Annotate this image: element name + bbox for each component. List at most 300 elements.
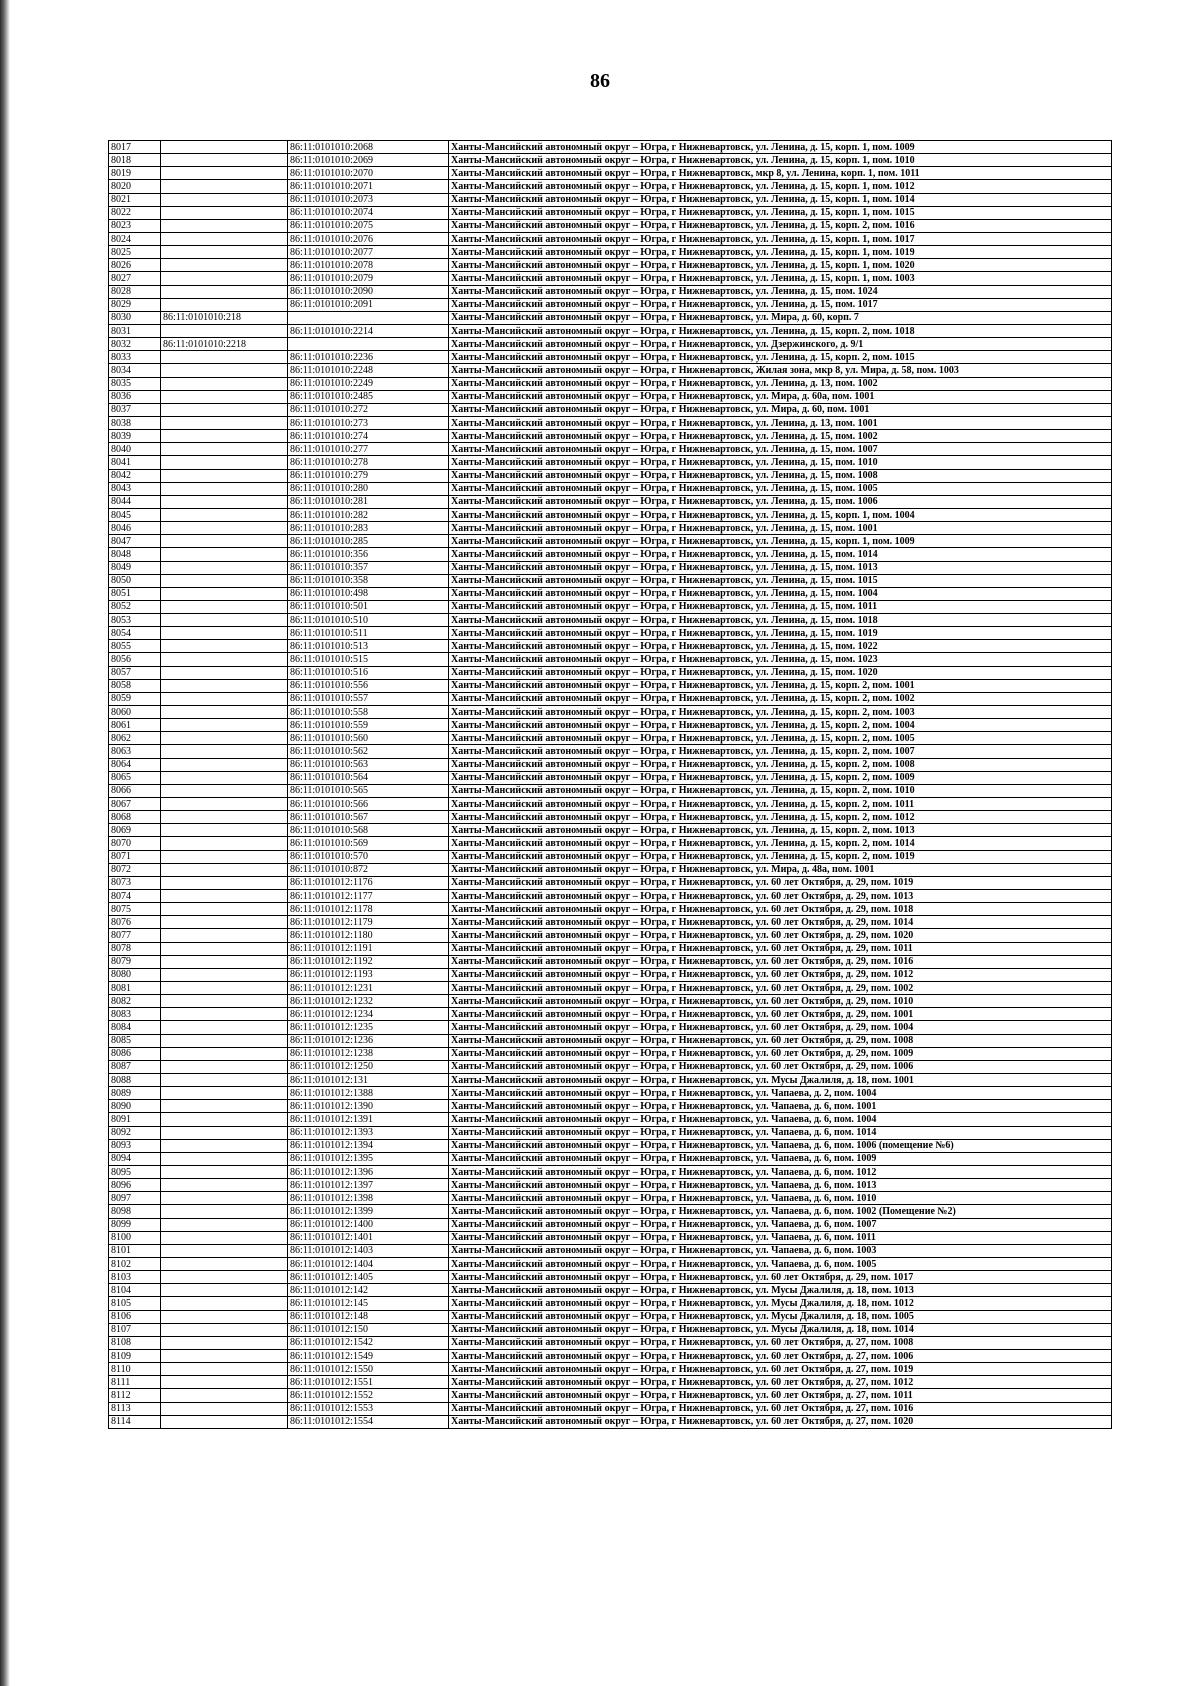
address-cell: Ханты-Мансийский автономный округ – Югра, г Нижневартовск, ул. Чапаева, д. 6, пом. 1011 — [449, 1231, 1112, 1244]
row-number-cell: 8047 — [109, 535, 161, 548]
row-number-cell: 8058 — [109, 679, 161, 692]
row-number-cell: 8053 — [109, 614, 161, 627]
table-row — [109, 732, 1112, 745]
table-row — [109, 982, 1112, 995]
cadastral-number-cell: 86:11:0101012:1542 — [288, 1336, 449, 1349]
table-row — [109, 285, 1112, 298]
address-cell: Ханты-Мансийский автономный округ – Югра, г Нижневартовск, ул. 60 лет Октября, д. 29, пом. 1002 — [449, 982, 1112, 995]
previous-cadastral-number-cell — [161, 1297, 288, 1310]
address-cell: Ханты-Мансийский автономный округ – Югра, г Нижневартовск, ул. Чапаева, д. 6, пом. 1010 — [449, 1192, 1112, 1205]
previous-cadastral-number-cell — [161, 535, 288, 548]
previous-cadastral-number-cell — [161, 377, 288, 390]
row-number-cell: 8066 — [109, 784, 161, 797]
table-row — [109, 548, 1112, 561]
previous-cadastral-number-cell — [161, 430, 288, 443]
previous-cadastral-number-cell — [161, 771, 288, 784]
row-number-cell: 8114 — [109, 1415, 161, 1428]
previous-cadastral-number-cell — [161, 351, 288, 364]
table-row — [109, 1310, 1112, 1323]
cadastral-number-cell: 86:11:0101010:357 — [288, 561, 449, 574]
table-row — [109, 232, 1112, 245]
row-number-cell: 8033 — [109, 351, 161, 364]
previous-cadastral-number-cell — [161, 824, 288, 837]
row-number-cell: 8097 — [109, 1192, 161, 1205]
previous-cadastral-number-cell — [161, 1271, 288, 1284]
table-row — [109, 351, 1112, 364]
cadastral-number-cell: 86:11:0101010:511 — [288, 627, 449, 640]
cadastral-number-cell: 86:11:0101012:1176 — [288, 876, 449, 889]
row-number-cell: 8078 — [109, 942, 161, 955]
previous-cadastral-number-cell — [161, 1284, 288, 1297]
table-row — [109, 837, 1112, 850]
cadastral-number-cell: 86:11:0101010:356 — [288, 548, 449, 561]
table-row — [109, 1349, 1112, 1362]
row-number-cell: 8106 — [109, 1310, 161, 1323]
row-number-cell: 8091 — [109, 1113, 161, 1126]
address-cell: Ханты-Мансийский автономный округ – Югра, г Нижневартовск, ул. Ленина, д. 15, корп. 1, пом. 1003 — [449, 272, 1112, 285]
table-row — [109, 259, 1112, 272]
cadastral-number-cell: 86:11:0101012:1399 — [288, 1205, 449, 1218]
table-row — [109, 1284, 1112, 1297]
row-number-cell: 8067 — [109, 798, 161, 811]
table-row — [109, 482, 1112, 495]
address-cell: Ханты-Мансийский автономный округ – Югра, г Нижневартовск, ул. Ленина, д. 15, корп. 2, пом. 1014 — [449, 837, 1112, 850]
row-number-cell: 8081 — [109, 982, 161, 995]
previous-cadastral-number-cell — [161, 916, 288, 929]
previous-cadastral-number-cell — [161, 929, 288, 942]
row-number-cell: 8099 — [109, 1218, 161, 1231]
row-number-cell: 8040 — [109, 443, 161, 456]
cadastral-number-cell: 86:11:0101010:2074 — [288, 206, 449, 219]
cadastral-number-cell: 86:11:0101010:272 — [288, 403, 449, 416]
address-cell: Ханты-Мансийский автономный округ – Югра, г Нижневартовск, ул. Ленина, д. 15, корп. 2, пом. 1002 — [449, 692, 1112, 705]
table-row — [109, 1336, 1112, 1349]
row-number-cell: 8037 — [109, 403, 161, 416]
table-row — [109, 141, 1112, 154]
row-number-cell: 8061 — [109, 719, 161, 732]
table-row — [109, 1087, 1112, 1100]
cadastral-number-cell: 86:11:0101012:1388 — [288, 1087, 449, 1100]
previous-cadastral-number-cell — [161, 482, 288, 495]
table-row — [109, 614, 1112, 627]
cadastral-number-cell: 86:11:0101012:1401 — [288, 1231, 449, 1244]
address-cell: Ханты-Мансийский автономный округ – Югра, г Нижневартовск, ул. Ленина, д. 15, пом. 1014 — [449, 548, 1112, 561]
address-cell: Ханты-Мансийский автономный округ – Югра, г Нижневартовск, ул. Ленина, д. 15, корп. 1, пом. 1020 — [449, 259, 1112, 272]
cadastral-number-cell — [288, 338, 449, 351]
cadastral-number-cell: 86:11:0101010:2075 — [288, 219, 449, 232]
table-row — [109, 1034, 1112, 1047]
row-number-cell: 8079 — [109, 955, 161, 968]
row-number-cell: 8046 — [109, 522, 161, 535]
address-cell: Ханты-Мансийский автономный округ – Югра, г Нижневартовск, ул. Дзержинского, д. 9/1 — [449, 338, 1112, 351]
table-row — [109, 430, 1112, 443]
row-number-cell: 8105 — [109, 1297, 161, 1310]
table-row — [109, 1363, 1112, 1376]
table-row — [109, 798, 1112, 811]
cadastral-number-cell: 86:11:0101012:1550 — [288, 1363, 449, 1376]
table-row — [109, 719, 1112, 732]
previous-cadastral-number-cell — [161, 798, 288, 811]
address-cell: Ханты-Мансийский автономный округ – Югра, г Нижневартовск, ул. Чапаева, д. 6, пом. 1004 — [449, 1113, 1112, 1126]
address-cell: Ханты-Мансийский автономный округ – Югра, г Нижневартовск, ул. Мира, д. 60, корп. 7 — [449, 311, 1112, 324]
address-cell: Ханты-Мансийский автономный округ – Югра, г Нижневартовск, ул. 60 лет Октября, д. 29, пом. 1018 — [449, 903, 1112, 916]
address-cell: Ханты-Мансийский автономный округ – Югра, г Нижневартовск, ул. Ленина, д. 15, пом. 1002 — [449, 430, 1112, 443]
table-row — [109, 903, 1112, 916]
table-row — [109, 1376, 1112, 1389]
address-cell: Ханты-Мансийский автономный округ – Югра, г Нижневартовск, ул. Ленина, д. 15, корп. 2, пом. 1008 — [449, 758, 1112, 771]
row-number-cell: 8071 — [109, 850, 161, 863]
cadastral-number-cell: 86:11:0101010:568 — [288, 824, 449, 837]
row-number-cell: 8103 — [109, 1271, 161, 1284]
address-cell: Ханты-Мансийский автономный округ – Югра, г Нижневартовск, ул. Ленина, д. 15, корп. 1, пом. 1014 — [449, 193, 1112, 206]
row-number-cell: 8100 — [109, 1231, 161, 1244]
table-row — [109, 298, 1112, 311]
table-row — [109, 863, 1112, 876]
row-number-cell: 8092 — [109, 1126, 161, 1139]
previous-cadastral-number-cell — [161, 995, 288, 1008]
table-row — [109, 1179, 1112, 1192]
previous-cadastral-number-cell — [161, 837, 288, 850]
previous-cadastral-number-cell — [161, 640, 288, 653]
cadastral-number-cell: 86:11:0101012:1238 — [288, 1047, 449, 1060]
row-number-cell: 8087 — [109, 1060, 161, 1073]
previous-cadastral-number-cell — [161, 141, 288, 154]
cadastral-number-cell: 86:11:0101010:560 — [288, 732, 449, 745]
cadastral-number-cell: 86:11:0101012:1404 — [288, 1257, 449, 1270]
table-row — [109, 416, 1112, 429]
address-cell: Ханты-Мансийский автономный округ – Югра, г Нижневартовск, ул. Мира, д. 60, пом. 1001 — [449, 403, 1112, 416]
cadastral-number-cell: 86:11:0101010:565 — [288, 784, 449, 797]
table-row — [109, 1152, 1112, 1165]
row-number-cell: 8054 — [109, 627, 161, 640]
address-cell: Ханты-Мансийский автономный округ – Югра, г Нижневартовск, ул. 60 лет Октября, д. 29, пом. 1001 — [449, 1008, 1112, 1021]
previous-cadastral-number-cell — [161, 443, 288, 456]
address-cell: Ханты-Мансийский автономный округ – Югра, г Нижневартовск, ул. 60 лет Октября, д. 27, пом. 1019 — [449, 1363, 1112, 1376]
cadastral-number-cell: 86:11:0101012:131 — [288, 1073, 449, 1086]
row-number-cell: 8025 — [109, 246, 161, 259]
previous-cadastral-number-cell — [161, 285, 288, 298]
table-row — [109, 1257, 1112, 1270]
previous-cadastral-number-cell — [161, 298, 288, 311]
row-number-cell: 8112 — [109, 1389, 161, 1402]
address-cell: Ханты-Мансийский автономный округ – Югра, г Нижневартовск, ул. 60 лет Октября, д. 29, пом. 1006 — [449, 1060, 1112, 1073]
cadastral-number-cell: 86:11:0101010:280 — [288, 482, 449, 495]
address-cell: Ханты-Мансийский автономный округ – Югра, г Нижневартовск, ул. Чапаева, д. 6, пом. 1002 (Помещение №2) — [449, 1205, 1112, 1218]
table-row — [109, 193, 1112, 206]
address-cell: Ханты-Мансийский автономный округ – Югра, г Нижневартовск, ул. Ленина, д. 15, корп. 2, пом. 1001 — [449, 679, 1112, 692]
table-row — [109, 1192, 1112, 1205]
row-number-cell: 8113 — [109, 1402, 161, 1415]
cadastral-number-cell: 86:11:0101012:1236 — [288, 1034, 449, 1047]
table-row — [109, 1402, 1112, 1415]
row-number-cell: 8080 — [109, 968, 161, 981]
cadastral-number-cell: 86:11:0101010:2078 — [288, 259, 449, 272]
address-cell: Ханты-Мансийский автономный округ – Югра, г Нижневартовск, ул. Ленина, д. 15, корп. 1, пом. 1019 — [449, 246, 1112, 259]
address-cell: Ханты-Мансийский автономный округ – Югра, г Нижневартовск, ул. 60 лет Октября, д. 29, пом. 1012 — [449, 968, 1112, 981]
table-row — [109, 311, 1112, 324]
address-cell: Ханты-Мансийский автономный округ – Югра, г Нижневартовск, ул. Ленина, д. 15, пом. 1004 — [449, 587, 1112, 600]
cadastral-number-cell: 86:11:0101012:1394 — [288, 1139, 449, 1152]
row-number-cell: 8044 — [109, 495, 161, 508]
cadastral-number-cell: 86:11:0101010:358 — [288, 574, 449, 587]
table-row — [109, 692, 1112, 705]
table-row — [109, 1205, 1112, 1218]
table-row — [109, 824, 1112, 837]
previous-cadastral-number-cell — [161, 706, 288, 719]
previous-cadastral-number-cell — [161, 1218, 288, 1231]
row-number-cell: 8049 — [109, 561, 161, 574]
previous-cadastral-number-cell — [161, 495, 288, 508]
row-number-cell: 8028 — [109, 285, 161, 298]
row-number-cell: 8094 — [109, 1152, 161, 1165]
row-number-cell: 8084 — [109, 1021, 161, 1034]
row-number-cell: 8026 — [109, 259, 161, 272]
row-number-cell: 8052 — [109, 600, 161, 613]
address-cell: Ханты-Мансийский автономный округ – Югра, г Нижневартовск, ул. Ленина, д. 15, корп. 1, пом. 1010 — [449, 154, 1112, 167]
cadastral-number-cell: 86:11:0101010:510 — [288, 614, 449, 627]
table-row — [109, 745, 1112, 758]
address-cell: Ханты-Мансийский автономный округ – Югра, г Нижневартовск, ул. Ленина, д. 15, корп. 2, пом. 1007 — [449, 745, 1112, 758]
previous-cadastral-number-cell — [161, 679, 288, 692]
cadastral-number-cell: 86:11:0101010:2077 — [288, 246, 449, 259]
previous-cadastral-number-cell — [161, 1008, 288, 1021]
row-number-cell: 8042 — [109, 469, 161, 482]
previous-cadastral-number-cell — [161, 850, 288, 863]
address-cell: Ханты-Мансийский автономный округ – Югра, г Нижневартовск, ул. Ленина, д. 15, пом. 1020 — [449, 666, 1112, 679]
address-cell: Ханты-Мансийский автономный округ – Югра, г Нижневартовск, ул. Чапаева, д. 6, пом. 1006 (помещение №6) — [449, 1139, 1112, 1152]
address-cell: Ханты-Мансийский автономный округ – Югра, г Нижневартовск, ул. Мусы Джалиля, д. 18, пом. 1005 — [449, 1310, 1112, 1323]
cadastral-number-cell: 86:11:0101010:564 — [288, 771, 449, 784]
cadastral-number-cell — [288, 311, 449, 324]
previous-cadastral-number-cell — [161, 167, 288, 180]
cadastral-number-cell: 86:11:0101012:1551 — [288, 1376, 449, 1389]
address-cell: Ханты-Мансийский автономный округ – Югра, г Нижневартовск, ул. Ленина, д. 15, корп. 2, пом. 1009 — [449, 771, 1112, 784]
previous-cadastral-number-cell — [161, 1323, 288, 1336]
address-cell: Ханты-Мансийский автономный округ – Югра, г Нижневартовск, ул. Ленина, д. 15, корп. 1, пом. 1012 — [449, 180, 1112, 193]
address-cell: Ханты-Мансийский автономный округ – Югра, г Нижневартовск, ул. Ленина, д. 15, корп. 2, пом. 1013 — [449, 824, 1112, 837]
previous-cadastral-number-cell — [161, 1179, 288, 1192]
registry-table — [108, 140, 1112, 1429]
address-cell: Ханты-Мансийский автономный округ – Югра, г Нижневартовск, ул. Ленина, д. 15, корп. 2, пом. 1011 — [449, 798, 1112, 811]
previous-cadastral-number-cell — [161, 1244, 288, 1257]
cadastral-number-cell: 86:11:0101012:1192 — [288, 955, 449, 968]
table-row — [109, 916, 1112, 929]
previous-cadastral-number-cell — [161, 587, 288, 600]
cadastral-number-cell: 86:11:0101010:274 — [288, 430, 449, 443]
cadastral-number-cell: 86:11:0101010:2070 — [288, 167, 449, 180]
row-number-cell: 8065 — [109, 771, 161, 784]
cadastral-number-cell: 86:11:0101010:2068 — [288, 141, 449, 154]
table-row — [109, 600, 1112, 613]
address-cell: Ханты-Мансийский автономный округ – Югра, г Нижневартовск, ул. Ленина, д. 15, пом. 1001 — [449, 522, 1112, 535]
cadastral-number-cell: 86:11:0101012:142 — [288, 1284, 449, 1297]
cadastral-number-cell: 86:11:0101010:277 — [288, 443, 449, 456]
table-row — [109, 929, 1112, 942]
previous-cadastral-number-cell — [161, 903, 288, 916]
table-row — [109, 1113, 1112, 1126]
address-cell: Ханты-Мансийский автономный округ – Югра, г Нижневартовск, Жилая зона, мкр 8, ул. Мира, д. 58, пом. 1003 — [449, 364, 1112, 377]
table-row — [109, 180, 1112, 193]
cadastral-number-cell: 86:11:0101012:1390 — [288, 1100, 449, 1113]
table-row — [109, 758, 1112, 771]
page-number: 86 — [590, 70, 610, 92]
table-row — [109, 561, 1112, 574]
cadastral-number-cell: 86:11:0101010:2079 — [288, 272, 449, 285]
previous-cadastral-number-cell — [161, 1402, 288, 1415]
address-cell: Ханты-Мансийский автономный округ – Югра, г Нижневартовск, ул. Мусы Джалиля, д. 18, пом. 1001 — [449, 1073, 1112, 1086]
table-row — [109, 1415, 1112, 1428]
cadastral-number-cell: 86:11:0101012:1552 — [288, 1389, 449, 1402]
cadastral-number-cell: 86:11:0101010:516 — [288, 666, 449, 679]
previous-cadastral-number-cell — [161, 1165, 288, 1178]
previous-cadastral-number-cell — [161, 259, 288, 272]
cadastral-number-cell: 86:11:0101010:2248 — [288, 364, 449, 377]
registry-table-body — [109, 141, 1112, 1429]
previous-cadastral-number-cell — [161, 890, 288, 903]
cadastral-number-cell: 86:11:0101012:1396 — [288, 1165, 449, 1178]
cadastral-number-cell: 86:11:0101010:2076 — [288, 232, 449, 245]
previous-cadastral-number-cell — [161, 968, 288, 981]
address-cell: Ханты-Мансийский автономный округ – Югра, г Нижневартовск, ул. Чапаева, д. 6, пом. 1012 — [449, 1165, 1112, 1178]
table-row — [109, 1231, 1112, 1244]
row-number-cell: 8019 — [109, 167, 161, 180]
row-number-cell: 8036 — [109, 390, 161, 403]
row-number-cell: 8064 — [109, 758, 161, 771]
previous-cadastral-number-cell — [161, 219, 288, 232]
cadastral-number-cell: 86:11:0101012:1180 — [288, 929, 449, 942]
address-cell: Ханты-Мансийский автономный округ – Югра, г Нижневартовск, ул. Ленина, д. 15, пом. 1010 — [449, 456, 1112, 469]
cadastral-number-cell: 86:11:0101010:2214 — [288, 324, 449, 337]
table-row — [109, 666, 1112, 679]
previous-cadastral-number-cell — [161, 942, 288, 955]
address-cell: Ханты-Мансийский автономный округ – Югра, г Нижневартовск, ул. Мусы Джалиля, д. 18, пом. 1013 — [449, 1284, 1112, 1297]
row-number-cell: 8062 — [109, 732, 161, 745]
previous-cadastral-number-cell — [161, 1100, 288, 1113]
cadastral-number-cell: 86:11:0101012:1553 — [288, 1402, 449, 1415]
address-cell: Ханты-Мансийский автономный округ – Югра, г Нижневартовск, ул. Ленина, д. 15, пом. 1013 — [449, 561, 1112, 574]
address-cell: Ханты-Мансийский автономный округ – Югра, г Нижневартовск, ул. Чапаева, д. 6, пом. 1007 — [449, 1218, 1112, 1231]
cadastral-number-cell: 86:11:0101010:515 — [288, 653, 449, 666]
address-cell: Ханты-Мансийский автономный округ – Югра, г Нижневартовск, ул. 60 лет Октября, д. 27, пом. 1016 — [449, 1402, 1112, 1415]
address-cell: Ханты-Мансийский автономный округ – Югра, г Нижневартовск, ул. Ленина, д. 15, пом. 1022 — [449, 640, 1112, 653]
table-row — [109, 876, 1112, 889]
table-row — [109, 456, 1112, 469]
address-cell: Ханты-Мансийский автономный округ – Югра, г Нижневартовск, ул. 60 лет Октября, д. 29, пом. 1016 — [449, 955, 1112, 968]
address-cell: Ханты-Мансийский автономный округ – Югра, г Нижневартовск, ул. Чапаева, д. 6, пом. 1001 — [449, 1100, 1112, 1113]
row-number-cell: 8069 — [109, 824, 161, 837]
cadastral-number-cell: 86:11:0101010:2236 — [288, 351, 449, 364]
table-row — [109, 968, 1112, 981]
previous-cadastral-number-cell — [161, 1152, 288, 1165]
row-number-cell: 8020 — [109, 180, 161, 193]
address-cell: Ханты-Мансийский автономный округ – Югра, г Нижневартовск, ул. Ленина, д. 15, корп. 2, пом. 1019 — [449, 850, 1112, 863]
cadastral-number-cell: 86:11:0101012:145 — [288, 1297, 449, 1310]
table-row — [109, 1244, 1112, 1257]
previous-cadastral-number-cell — [161, 1205, 288, 1218]
address-cell: Ханты-Мансийский автономный округ – Югра, г Нижневартовск, ул. Чапаева, д. 6, пом. 1005 — [449, 1257, 1112, 1270]
row-number-cell: 8027 — [109, 272, 161, 285]
cadastral-number-cell: 86:11:0101010:282 — [288, 508, 449, 521]
address-cell: Ханты-Мансийский автономный округ – Югра, г Нижневартовск, ул. 60 лет Октября, д. 27, пом. 1020 — [449, 1415, 1112, 1428]
cadastral-number-cell: 86:11:0101012:1177 — [288, 890, 449, 903]
previous-cadastral-number-cell — [161, 1139, 288, 1152]
row-number-cell: 8076 — [109, 916, 161, 929]
cadastral-number-cell: 86:11:0101012:1191 — [288, 942, 449, 955]
row-number-cell: 8057 — [109, 666, 161, 679]
table-row — [109, 403, 1112, 416]
previous-cadastral-number-cell — [161, 232, 288, 245]
row-number-cell: 8018 — [109, 154, 161, 167]
address-cell: Ханты-Мансийский автономный округ – Югра, г Нижневартовск, ул. Чапаева, д. 6, пом. 1013 — [449, 1179, 1112, 1192]
address-cell: Ханты-Мансийский автономный округ – Югра, г Нижневартовск, ул. Ленина, д. 15, корп. 1, пом. 1017 — [449, 232, 1112, 245]
previous-cadastral-number-cell — [161, 456, 288, 469]
previous-cadastral-number-cell — [161, 876, 288, 889]
table-row — [109, 784, 1112, 797]
address-cell: Ханты-Мансийский автономный округ – Югра, г Нижневартовск, ул. Ленина, д. 15, пом. 1007 — [449, 443, 1112, 456]
address-cell: Ханты-Мансийский автономный округ – Югра, г Нижневартовск, ул. Ленина, д. 15, корп. 1, пом. 1009 — [449, 141, 1112, 154]
cadastral-number-cell: 86:11:0101010:501 — [288, 600, 449, 613]
cadastral-number-cell: 86:11:0101010:567 — [288, 811, 449, 824]
row-number-cell: 8095 — [109, 1165, 161, 1178]
previous-cadastral-number-cell — [161, 1336, 288, 1349]
row-number-cell: 8017 — [109, 141, 161, 154]
row-number-cell: 8072 — [109, 863, 161, 876]
table-row — [109, 850, 1112, 863]
cadastral-number-cell: 86:11:0101012:1554 — [288, 1415, 449, 1428]
address-cell: Ханты-Мансийский автономный округ – Югра, г Нижневартовск, ул. Ленина, д. 15, корп. 2, пом. 1004 — [449, 719, 1112, 732]
table-row — [109, 338, 1112, 351]
previous-cadastral-number-cell — [161, 1021, 288, 1034]
row-number-cell: 8098 — [109, 1205, 161, 1218]
row-number-cell: 8104 — [109, 1284, 161, 1297]
row-number-cell: 8038 — [109, 416, 161, 429]
table-row — [109, 219, 1112, 232]
cadastral-number-cell: 86:11:0101010:570 — [288, 850, 449, 863]
row-number-cell: 8111 — [109, 1376, 161, 1389]
row-number-cell: 8045 — [109, 508, 161, 521]
row-number-cell: 8043 — [109, 482, 161, 495]
row-number-cell: 8059 — [109, 692, 161, 705]
table-row — [109, 364, 1112, 377]
cadastral-number-cell: 86:11:0101012:1549 — [288, 1349, 449, 1362]
row-number-cell: 8093 — [109, 1139, 161, 1152]
address-cell: Ханты-Мансийский автономный округ – Югра, г Нижневартовск, ул. Чапаева, д. 6, пом. 1014 — [449, 1126, 1112, 1139]
row-number-cell: 8035 — [109, 377, 161, 390]
cadastral-number-cell: 86:11:0101012:150 — [288, 1323, 449, 1336]
row-number-cell: 8085 — [109, 1034, 161, 1047]
address-cell: Ханты-Мансийский автономный округ – Югра, г Нижневартовск, ул. Мира, д. 48а, пом. 1001 — [449, 863, 1112, 876]
previous-cadastral-number-cell — [161, 784, 288, 797]
row-number-cell: 8110 — [109, 1363, 161, 1376]
previous-cadastral-number-cell — [161, 732, 288, 745]
cadastral-number-cell: 86:11:0101010:283 — [288, 522, 449, 535]
table-row — [109, 811, 1112, 824]
cadastral-number-cell: 86:11:0101010:563 — [288, 758, 449, 771]
row-number-cell: 8050 — [109, 574, 161, 587]
row-number-cell: 8030 — [109, 311, 161, 324]
table-row — [109, 1100, 1112, 1113]
cadastral-number-cell: 86:11:0101010:278 — [288, 456, 449, 469]
table-row — [109, 246, 1112, 259]
cadastral-number-cell: 86:11:0101012:1235 — [288, 1021, 449, 1034]
table-row — [109, 1323, 1112, 1336]
table-row — [109, 1139, 1112, 1152]
address-cell: Ханты-Мансийский автономный округ – Югра, г Нижневартовск, ул. Мусы Джалиля, д. 18, пом. 1012 — [449, 1297, 1112, 1310]
address-cell: Ханты-Мансийский автономный округ – Югра, г Нижневартовск, ул. Ленина, д. 15, пом. 1017 — [449, 298, 1112, 311]
address-cell: Ханты-Мансийский автономный округ – Югра, г Нижневартовск, ул. 60 лет Октября, д. 27, пом. 1012 — [449, 1376, 1112, 1389]
table-row — [109, 1008, 1112, 1021]
cadastral-number-cell: 86:11:0101010:513 — [288, 640, 449, 653]
